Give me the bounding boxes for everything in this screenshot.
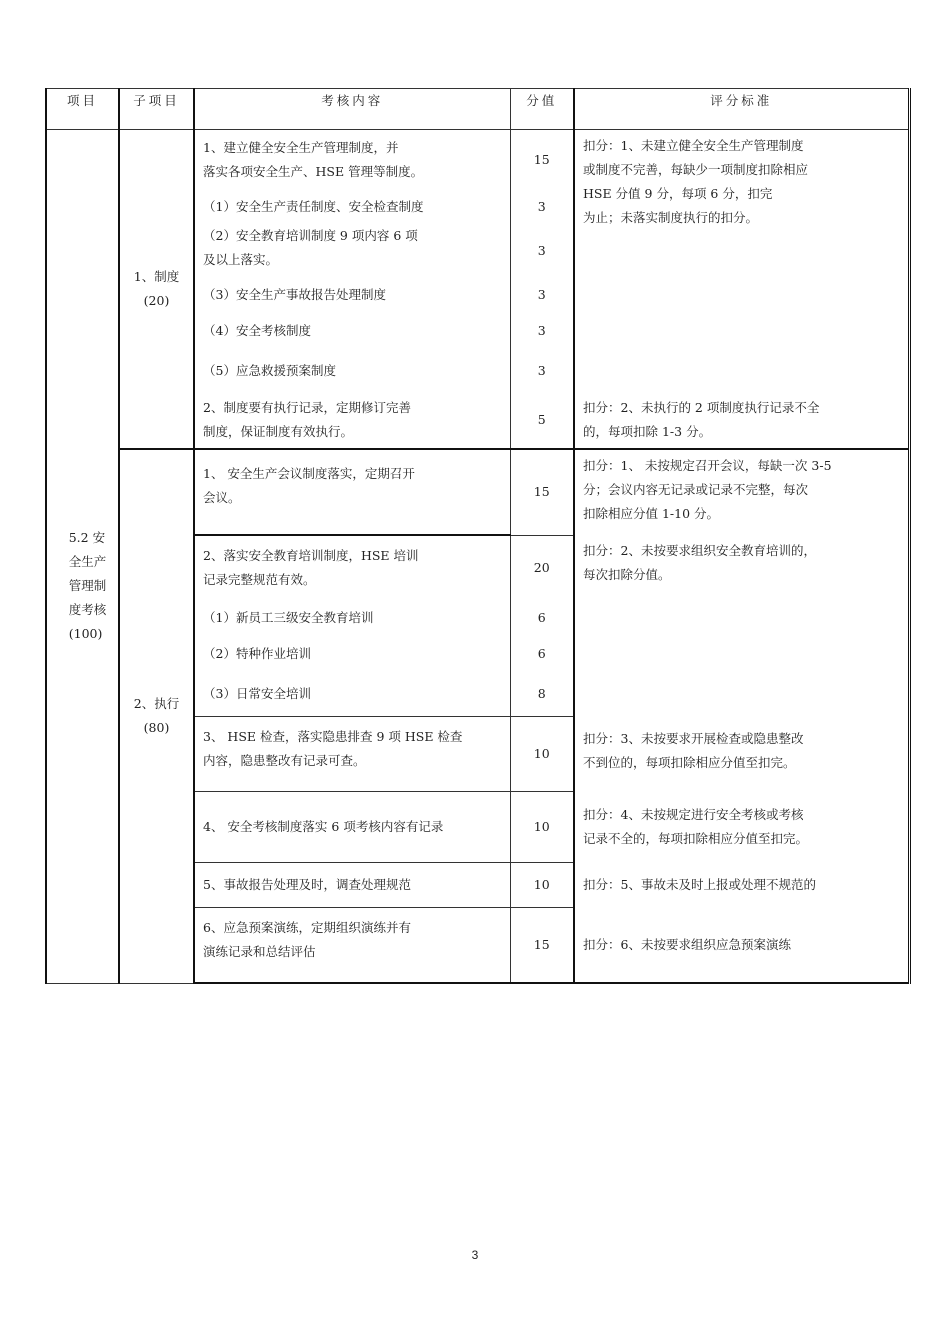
content-cell <box>194 224 510 278</box>
content-line: 及以上落实。 <box>203 252 279 267</box>
subproject-cell-system <box>119 130 194 450</box>
content-line: 制度，保证制度有效执行。 <box>203 424 354 439</box>
criteria-line: 扣分：3、未按要求开展检查或隐患整改 <box>583 730 804 746</box>
content-cell <box>194 350 510 392</box>
criteria-line: 记录不全的，每项扣除相应分值至扣完。 <box>583 831 809 846</box>
content-line: （2）特种作业培训 <box>203 646 311 661</box>
content-cell <box>194 792 510 863</box>
criteria-cell <box>574 535 909 717</box>
content-cell <box>194 278 510 312</box>
content-cell <box>194 908 510 984</box>
score-cell: 5 <box>510 392 574 449</box>
criteria-line: 扣分：1、未建立健全安全生产管理制度 <box>583 138 804 153</box>
content-cell <box>194 600 510 636</box>
score-cell: 10 <box>510 863 574 908</box>
category-label-line: 5.2 安 <box>68 530 106 546</box>
criteria-cell <box>574 449 909 535</box>
header-project: 项目 <box>46 89 119 130</box>
category-label-line: 度考核 <box>68 602 107 618</box>
content-line: 1、 安全生产会议制度落实，定期召开 <box>203 466 415 481</box>
header-content: 考核内容 <box>194 89 510 130</box>
category-label-line: (100) <box>68 626 103 642</box>
criteria-cell <box>574 130 909 393</box>
content-cell <box>194 535 510 600</box>
score-cell: 3 <box>510 350 574 392</box>
content-line: （4）安全考核制度 <box>203 323 311 338</box>
subproject-weight: (80) <box>143 720 170 736</box>
content-line: 演练记录和总结评估 <box>203 944 316 959</box>
content-line: 6、应急预案演练，定期组织演练并有 <box>203 920 411 935</box>
criteria-line: HSE 分值 9 分，每项 6 分，扣完 <box>583 186 773 201</box>
content-line: 会议。 <box>203 490 241 505</box>
score-cell: 15 <box>510 130 574 191</box>
criteria-line: 的，每项扣除 1-3 分。 <box>583 424 712 439</box>
subproject-label: 2、执行 <box>133 696 180 712</box>
content-line: （5）应急救援预案制度 <box>203 363 336 378</box>
content-line: （3）安全生产事故报告处理制度 <box>203 287 386 302</box>
criteria-line: 为止；未落实制度执行的扣分。 <box>583 210 759 225</box>
criteria-cell <box>574 863 909 908</box>
content-cell <box>194 449 510 535</box>
assessment-table <box>45 88 911 984</box>
content-cell <box>194 863 510 908</box>
criteria-cell <box>574 392 909 449</box>
header-score: 分值 <box>510 89 574 130</box>
criteria-line: 扣分：2、未执行的 2 项制度执行记录不全 <box>583 400 820 415</box>
content-cell <box>194 672 510 717</box>
content-cell <box>194 130 510 191</box>
content-line: 2、落实安全教育培训制度，HSE 培训 <box>203 548 419 563</box>
score-cell: 3 <box>510 312 574 350</box>
score-cell: 3 <box>510 190 574 224</box>
criteria-line: 扣分：4、未按规定进行安全考核或考核 <box>583 807 804 822</box>
criteria-line: 扣分：1、 未按规定召开会议，每缺一次 3-5 <box>583 458 832 473</box>
criteria-line: 扣分：5、事故未及时上报或处理不规范的 <box>583 877 816 892</box>
subproject-cell-execution <box>119 449 194 983</box>
score-cell: 10 <box>510 717 574 792</box>
category-label-line: 全生产 <box>68 554 107 570</box>
score-cell: 6 <box>510 636 574 672</box>
criteria-cell <box>574 792 909 863</box>
table-header-row <box>46 89 909 130</box>
score-cell: 8 <box>510 672 574 717</box>
content-line: （1）安全生产责任制度、安全检查制度 <box>203 199 424 214</box>
content-line: （1）新员工三级安全教育培训 <box>203 610 374 625</box>
content-line: 记录完整规范有效。 <box>203 572 316 587</box>
criteria-line: 每次扣除分值。 <box>583 567 671 582</box>
content-cell <box>194 392 510 449</box>
score-cell: 20 <box>510 535 574 600</box>
score-cell: 15 <box>510 449 574 535</box>
content-cell <box>194 636 510 672</box>
header-subproject: 子项目 <box>119 89 194 130</box>
content-cell <box>194 312 510 350</box>
content-line: 内容，隐患整改有记录可查。 <box>203 753 366 768</box>
page-number: 3 <box>471 1248 479 1262</box>
table-row <box>46 130 909 191</box>
content-line: 5、事故报告处理及时，调查处理规范 <box>203 877 411 892</box>
content-line: 4、 安全考核制度落实 6 项考核内容有记录 <box>203 819 444 834</box>
content-cell <box>194 717 510 792</box>
criteria-line: 扣分：2、未按要求组织安全教育培训的， <box>583 543 816 558</box>
score-cell: 15 <box>510 908 574 984</box>
content-line: 落实各项安全生产、HSE 管理等制度。 <box>203 164 424 179</box>
criteria-cell <box>574 908 909 984</box>
header-criteria: 评分标准 <box>574 89 909 130</box>
score-cell: 6 <box>510 600 574 636</box>
category-label-line: 管理制 <box>68 578 107 594</box>
score-cell: 3 <box>510 278 574 312</box>
score-cell: 10 <box>510 792 574 863</box>
criteria-cell <box>574 717 909 792</box>
content-line: 2、制度要有执行记录，定期修订完善 <box>203 400 411 415</box>
criteria-line: 扣分：6、未按要求组织应急预案演练 <box>583 936 791 952</box>
subproject-label: 1、制度 <box>133 269 180 284</box>
content-line: 3、 HSE 检查，落实隐患排查 9 项 HSE 检查 <box>203 729 463 744</box>
criteria-line: 扣除相应分值 1-10 分。 <box>583 506 720 521</box>
score-cell: 3 <box>510 224 574 278</box>
content-line: （2）安全教育培训制度 9 项内容 6 项 <box>203 228 418 243</box>
table-row <box>46 449 909 535</box>
subproject-weight: (20) <box>143 293 170 308</box>
content-line: （3）日常安全培训 <box>203 686 311 701</box>
criteria-line: 不到位的，每项扣除相应分值至扣完。 <box>583 754 796 770</box>
content-cell <box>194 190 510 224</box>
content-line: 1、建立健全安全生产管理制度，并 <box>203 140 399 155</box>
criteria-line: 或制度不完善，每缺少一项制度扣除相应 <box>583 162 809 177</box>
criteria-line: 分；会议内容无记录或记录不完整，每次 <box>583 482 809 497</box>
category-cell <box>46 130 119 984</box>
